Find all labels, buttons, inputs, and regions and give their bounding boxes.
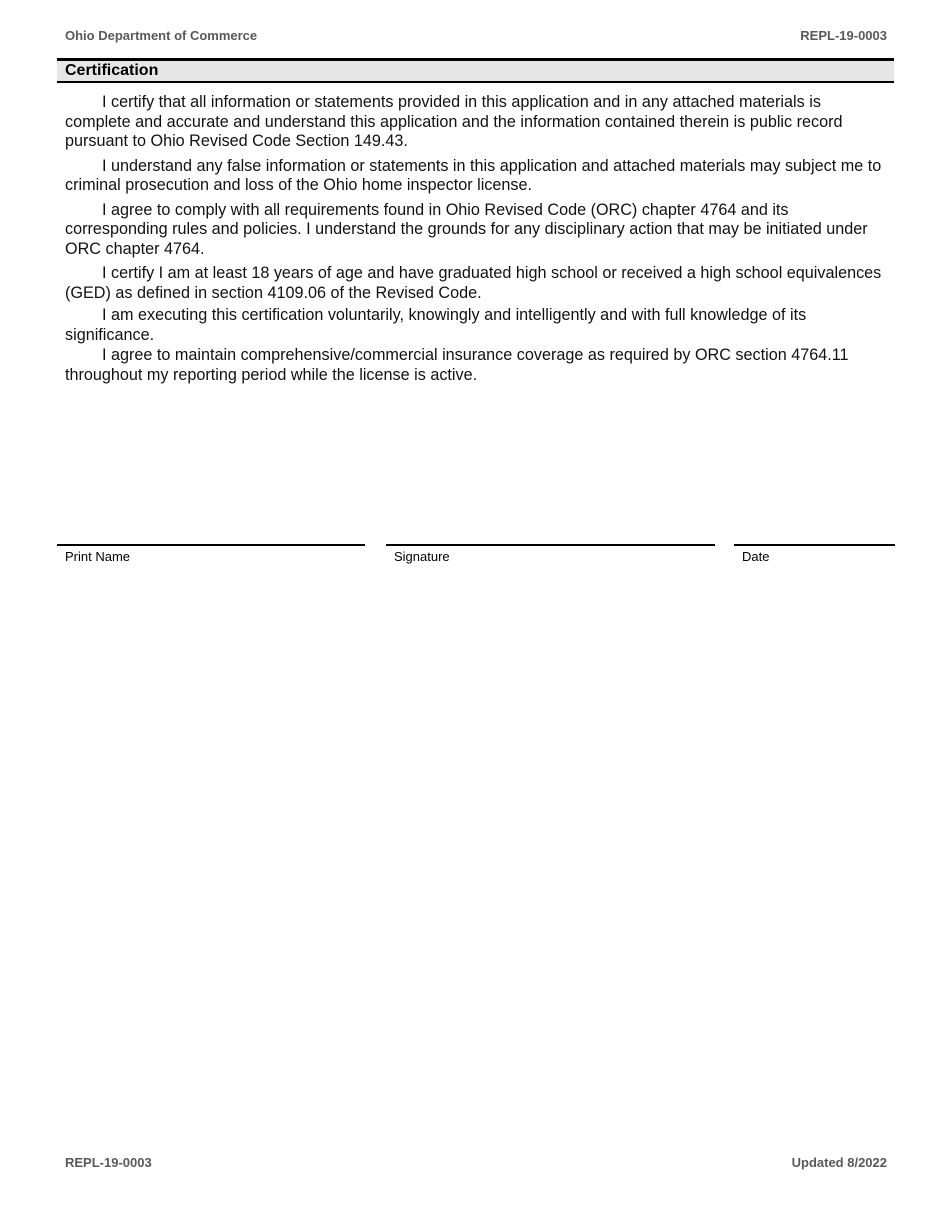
updated-date: Updated 8/2022 <box>791 1155 887 1170</box>
certification-text <box>65 93 890 385</box>
certification-paragraph: I am executing this certification voluntarily, knowingly and intelligently and with full knowledge of its significance. <box>65 306 807 344</box>
agency-name: Ohio Department of Commerce <box>65 28 258 43</box>
certification-paragraph: I certify I am at least 18 years of age and have graduated high school or received a high school equivalences (GED) as defined in section 4109.06 of the Revised Code. <box>65 264 882 302</box>
section-header-bar <box>57 58 894 83</box>
certification-paragraph: I agree to maintain comprehensive/commercial insurance coverage as required by ORC section 4764.11 throughout my reporting period while the license is active. <box>65 346 849 384</box>
certification-paragraph: I certify that all information or statements provided in this application and in any attached materials is complete and accurate and understand this application and the information contained therein is public record pursuant to Ohio Revised Code Section 149.43. <box>65 93 843 150</box>
form-id-footer: REPL-19-0003 <box>65 1155 152 1170</box>
print-name-field[interactable] <box>57 544 365 546</box>
date-field[interactable] <box>734 544 895 546</box>
section-title: Certification <box>65 62 159 79</box>
form-id-header: REPL-19-0003 <box>800 28 887 43</box>
signature-field[interactable] <box>386 544 715 546</box>
print-name-label: Print Name <box>65 549 131 564</box>
certification-paragraph: I agree to comply with all requirements found in Ohio Revised Code (ORC) chapter 4764 and its corresponding rules and policies. I understand the grounds for any disciplinary action that may be initiated under ORC chapter 4764. <box>65 200 868 258</box>
date-label: Date <box>742 549 770 564</box>
certification-paragraph: I understand any false information or statements in this application and attached materials may subject me to criminal prosecution and loss of the Ohio home inspector license. <box>65 156 882 194</box>
signature-label: Signature <box>394 549 450 564</box>
